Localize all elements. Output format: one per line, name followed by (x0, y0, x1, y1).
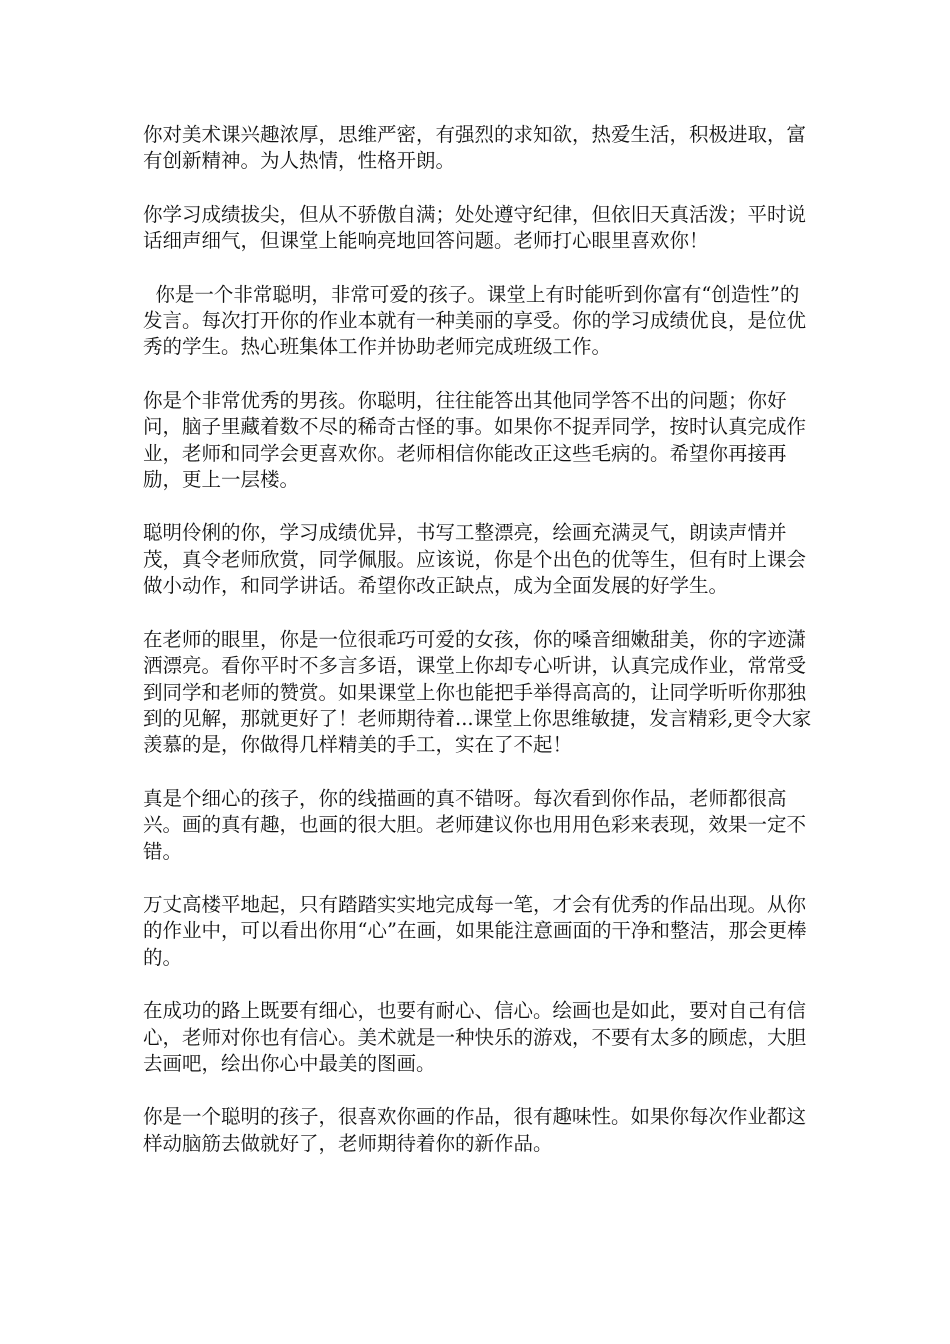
comment-paragraph-8: 万丈高楼平地起，只有踏踏实实地完成每一笔，才会有优秀的作品出现。从你的作业中，可以看出你用“心”在画，如果能注意画面的干净和整洁，那会更棒的。 (143, 892, 807, 969)
comment-paragraph-10: 你是一个聪明的孩子，很喜欢你画的作品，很有趣味性。如果你每次作业都这样动脑筋去做就好了，老师期待着你的新作品。 (143, 1105, 807, 1155)
comment-paragraph-7: 真是个细心的孩子，你的线描画的真不错呀。每次看到你作品，老师都很高兴。画的真有趣，也画的很大胆。老师建议你也用用色彩来表现，效果一定不错。 (143, 786, 807, 863)
comment-paragraph-5: 聪明伶俐的你，学习成绩优异，书写工整漂亮，绘画充满灵气，朗读声情并茂，真令老师欣赏，同学佩服。应该说，你是个出色的优等生，但有时上课会做小动作，和同学讲话。希望你改正缺点，成为全面发展的好学生。 (143, 521, 807, 598)
comment-paragraph-6: 在老师的眼里，你是一位很乖巧可爱的女孩，你的嗓音细嫩甜美，你的字迹潇洒漂亮。看你平时不多言多语，课堂上你却专心听讲，认真完成作业，常常受到同学和老师的赞赏。如果课堂上你也能把手举得高高的，让同学听听你那独到的见解，那就更好了！老师期待着...课堂上你思维敏捷，发言精彩,更令大家羡慕的是，你做得几样精美的手工，实在了不起！ (143, 627, 812, 757)
comment-paragraph-1: 你对美术课兴趣浓厚，思维严密，有强烈的求知欲，热爱生活，积极进取，富有创新精神。为人热情，性格开朗。 (143, 123, 807, 173)
document-body (143, 122, 813, 1184)
comment-paragraph-4: 你是个非常优秀的男孩。你聪明，往往能答出其他同学答不出的问题；你好问，脑子里藏着数不尽的稀奇古怪的事。如果你不捉弄同学，按时认真完成作业，老师和同学会更喜欢你。老师相信你能改正这些毛病的。希望你再接再励，更上一层楼。 (143, 388, 807, 492)
comment-paragraph-2: 你学习成绩拔尖，但从不骄傲自满；处处遵守纪律，但依旧天真活泼；平时说话细声细气，但课堂上能响亮地回答问题。老师打心眼里喜欢你！ (143, 202, 807, 253)
comment-paragraph-9: 在成功的路上既要有细心，也要有耐心、信心。绘画也是如此，要对自己有信心，老师对你也有信心。美术就是一种快乐的游戏，不要有太多的顾虑，大胆去画吧，绘出你心中最美的图画。 (143, 999, 807, 1075)
comment-paragraph-3: 你是一个非常聪明，非常可爱的孩子。课堂上有时能听到你富有“创造性”的发言。每次打开你的作业本就有一种美丽的享受。你的学习成绩优良，是位优秀的学生。热心班集体工作并协助老师完成班级工作。 (143, 282, 807, 359)
